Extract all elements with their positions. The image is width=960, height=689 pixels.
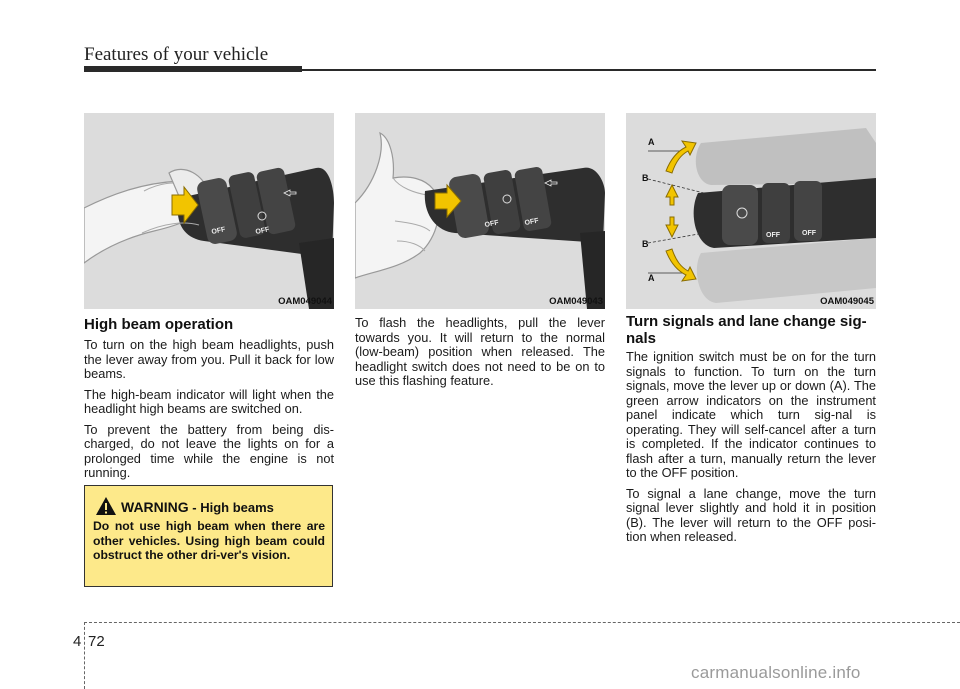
header-bar xyxy=(84,66,302,72)
warning-triangle-icon xyxy=(95,496,117,516)
position-label-a: A xyxy=(648,273,655,283)
lever-pull-illustration xyxy=(355,113,605,309)
section-heading-turn-signals: Turn signals and lane change sig-nals xyxy=(626,313,867,347)
lever-off-label: OFF xyxy=(210,226,227,236)
lever-off-label: OFF xyxy=(524,217,540,227)
figure-code: OAM049045 xyxy=(820,296,874,307)
page-number: 72 xyxy=(88,633,105,650)
figure-high-beam xyxy=(84,113,334,309)
warning-box xyxy=(84,485,333,587)
warning-title xyxy=(121,499,274,515)
lever-off-label: OFF xyxy=(484,219,500,229)
warning-subtitle: - High beams xyxy=(188,500,274,515)
figure-code: OAM049043 xyxy=(549,296,603,307)
position-label-a: A xyxy=(648,137,655,147)
figure-code: OAM049044 xyxy=(278,296,332,307)
paragraph: The ignition switch must be on for the turn signals to function. To turn on the turn signals, move the lever up or down (A). The green arrow indicators on the instrument panel indicate which turn sig-nal is operating. They will self-cancel after a turn is completed. If the indicator continues to flash after a turn, manually return the lever to the OFF position. xyxy=(626,349,876,480)
position-label-b: B xyxy=(642,239,649,249)
section-heading-high-beam: High beam operation xyxy=(84,316,234,333)
paragraph: To signal a lane change, move the turn signal lever slightly and hold it in position (B). The lever will return to the OFF posi-tion when released. xyxy=(626,485,876,544)
paragraph: The high-beam indicator will light when the headlight high beams are switched on. xyxy=(84,386,334,416)
turn-signal-illustration xyxy=(626,113,876,309)
section-turn-signals-body xyxy=(626,350,876,551)
paragraph: To flash the headlights, pull the lever towards you. It will return to the normal (low-beam) position when released. The headlight switch does not need to be on to use this flashing feature. xyxy=(355,315,605,388)
lever-off-label: OFF xyxy=(254,226,271,236)
paragraph: To turn on the high beam headlights, push the lever away from you. Pull it back for low beams. xyxy=(84,337,334,381)
header-title: Features of your vehicle xyxy=(84,44,269,65)
paragraph: To prevent the battery from being dis-charged, do not leave the lights on for a prolonged time while the engine is not running. xyxy=(84,421,334,480)
section-high-beam-body xyxy=(84,338,334,487)
lever-off-label: OFF xyxy=(766,232,780,239)
header-rule xyxy=(302,69,876,71)
footer-rule xyxy=(84,622,960,623)
warning-text: Do not use high beam when there are other vehicles. Using high beam could obstruct the other dri-ver's vision. xyxy=(93,519,325,562)
footer-divider xyxy=(84,622,85,689)
warning-label: WARNING xyxy=(121,499,189,515)
watermark: carmanualsonline.info xyxy=(691,663,861,682)
figure-flash xyxy=(355,113,605,309)
chapter-number: 4 xyxy=(73,633,82,650)
section-flash-body xyxy=(355,316,605,395)
position-label-b: B xyxy=(642,173,649,183)
figure-turn-signals xyxy=(626,113,876,309)
lever-push-illustration xyxy=(84,113,334,309)
lever-off-label: OFF xyxy=(802,230,816,237)
